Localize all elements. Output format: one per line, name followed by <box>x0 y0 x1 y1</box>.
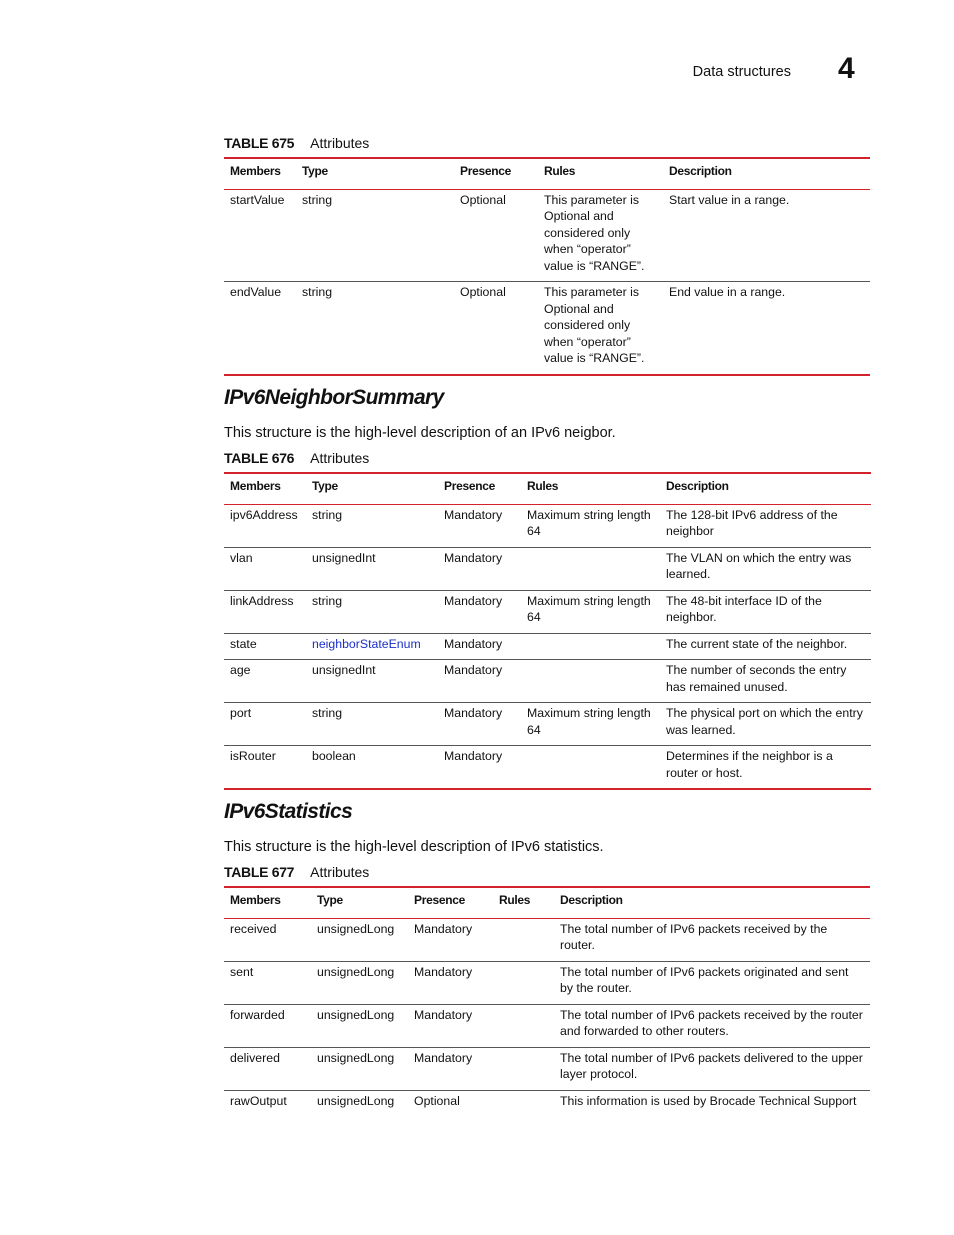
table-header-row <box>224 473 871 504</box>
table-675-caption <box>224 135 369 151</box>
cell-rules <box>493 1004 554 1047</box>
table-676 <box>224 472 871 790</box>
cell-description: The 128-bit IPv6 address of the neighbor <box>660 504 871 547</box>
cell-presence: Mandatory <box>438 703 521 746</box>
cell-member: startValue <box>224 189 296 282</box>
cell-member: linkAddress <box>224 590 306 633</box>
cell-presence: Mandatory <box>438 746 521 790</box>
cell-description: Start value in a range. <box>663 189 870 282</box>
chapter-number: 4 <box>838 52 855 85</box>
column-header-presence: Presence <box>454 158 538 189</box>
cell-type: string <box>306 703 438 746</box>
cell-rules <box>493 1047 554 1090</box>
cell-type: unsignedLong <box>311 1004 408 1047</box>
cell-description: This information is used by Brocade Technical Support <box>560 1093 857 1108</box>
cell-description: Determines if the neighbor is a router or host. <box>660 746 871 790</box>
cell-member: age <box>224 660 306 703</box>
cell-type: string <box>306 590 438 633</box>
cell-presence: Mandatory <box>408 1004 493 1047</box>
table-row <box>224 1004 870 1047</box>
table-row <box>224 282 870 375</box>
cell-rules <box>493 918 554 961</box>
section-intro-ipv6statistics: This structure is the high-level description of IPv6 statistics. <box>224 839 604 855</box>
column-header-rules: Rules <box>493 887 554 918</box>
cell-member: received <box>224 918 311 961</box>
cell-rules <box>521 547 660 590</box>
cell-description: The total number of IPv6 packets received by the router. <box>554 918 870 961</box>
cell-type: string <box>306 504 438 547</box>
column-header-members: Members <box>224 473 306 504</box>
column-header-type: Type <box>311 887 408 918</box>
cell-presence: Optional <box>454 282 538 375</box>
cell-type: unsignedLong <box>311 961 408 1004</box>
table-header-row <box>224 158 870 189</box>
cell-member: state <box>224 633 306 660</box>
cell-presence: Optional <box>454 189 538 282</box>
cell-type <box>306 633 438 660</box>
cell-type: unsignedLong <box>317 1093 395 1108</box>
cell-presence: Mandatory <box>408 1047 493 1090</box>
table-row <box>224 746 871 790</box>
table-title: Attributes <box>310 864 370 880</box>
cell-rules: This parameter is Optional and considered only when “operator” value is “RANGE”. <box>538 189 663 282</box>
cell-rules <box>521 633 660 660</box>
section-heading-ipv6statistics: IPv6Statistics <box>224 800 353 823</box>
table-row <box>224 1047 870 1090</box>
table-row <box>224 547 871 590</box>
running-header-section: Data structures <box>692 64 791 80</box>
table-675 <box>224 157 870 376</box>
cell-description: The VLAN on which the entry was learned. <box>660 547 871 590</box>
table-677-caption <box>224 864 369 880</box>
cell-description: The current state of the neighbor. <box>660 633 871 660</box>
cell-member: endValue <box>224 282 296 375</box>
cell-presence: Mandatory <box>438 590 521 633</box>
cell-member: port <box>224 703 306 746</box>
table-676-caption <box>224 450 369 466</box>
section-intro-ipv6neighborsummary: This structure is the high-level description of an IPv6 neigbor. <box>224 425 616 441</box>
cell-rules <box>493 961 554 1004</box>
cell-description: The 48-bit interface ID of the neighbor. <box>660 590 871 633</box>
cell-member: vlan <box>224 547 306 590</box>
table-row <box>224 918 870 961</box>
cell-description: End value in a range. <box>663 282 870 375</box>
table-row <box>224 1090 870 1116</box>
cell-type: boolean <box>306 746 438 790</box>
cell-presence: Mandatory <box>438 504 521 547</box>
column-header-rules: Rules <box>538 158 663 189</box>
column-header-rules: Rules <box>521 473 660 504</box>
table-row <box>224 703 871 746</box>
column-header-description: Description <box>554 887 870 918</box>
column-header-members: Members <box>224 887 311 918</box>
column-header-members: Members <box>224 158 296 189</box>
column-header-description: Description <box>660 473 871 504</box>
cell-presence: Mandatory <box>438 547 521 590</box>
cell-rules: Maximum string length 64 <box>521 504 660 547</box>
cell-description: The total number of IPv6 packets delivered to the upper layer protocol. <box>554 1047 870 1090</box>
cell-type: unsignedInt <box>306 547 438 590</box>
cell-type: unsignedLong <box>311 1047 408 1090</box>
cell-type: string <box>296 282 454 375</box>
cell-presence: Mandatory <box>408 961 493 1004</box>
table-row <box>224 961 870 1004</box>
cell-description: The physical port on which the entry was learned. <box>660 703 871 746</box>
cell-member: ipv6Address <box>224 504 306 547</box>
table-row <box>224 189 870 282</box>
cell-rules <box>521 746 660 790</box>
cell-presence: Mandatory <box>408 918 493 961</box>
cell-member: delivered <box>224 1047 311 1090</box>
cell-presence: Mandatory <box>438 633 521 660</box>
cell-type: string <box>296 189 454 282</box>
cell-member: forwarded <box>224 1004 311 1047</box>
cell-member: rawOutput <box>230 1093 287 1108</box>
cell-rules: Maximum string length 64 <box>521 590 660 633</box>
table-row <box>224 504 871 547</box>
neighbor-state-enum-link[interactable]: neighborStateEnum <box>312 636 421 651</box>
table-label: TABLE 677 <box>224 864 295 880</box>
column-header-presence: Presence <box>408 887 493 918</box>
table-title: Attributes <box>310 135 370 151</box>
table-label: TABLE 676 <box>224 450 295 466</box>
column-header-type: Type <box>306 473 438 504</box>
table-row <box>224 660 871 703</box>
table-title: Attributes <box>310 450 370 466</box>
column-header-presence: Presence <box>438 473 521 504</box>
cell-type: unsignedInt <box>306 660 438 703</box>
table-label: TABLE 675 <box>224 135 295 151</box>
cell-presence: Mandatory <box>438 660 521 703</box>
section-heading-ipv6neighborsummary: IPv6NeighborSummary <box>224 386 444 409</box>
column-header-type: Type <box>296 158 454 189</box>
cell-rules <box>521 660 660 703</box>
cell-type: unsignedLong <box>311 918 408 961</box>
cell-member: isRouter <box>224 746 306 790</box>
cell-description: The total number of IPv6 packets received by the router and forwarded to other routers. <box>554 1004 870 1047</box>
cell-description: The total number of IPv6 packets originated and sent by the router. <box>554 961 870 1004</box>
column-header-description: Description <box>663 158 870 189</box>
cell-rules: This parameter is Optional and considered only when “operator” value is “RANGE”. <box>538 282 663 375</box>
table-header-row <box>224 887 870 918</box>
cell-rules <box>493 1090 554 1116</box>
cell-description: The number of seconds the entry has remained unused. <box>660 660 871 703</box>
table-677 <box>224 886 870 1116</box>
cell-presence: Optional <box>414 1093 460 1108</box>
table-row <box>224 633 871 660</box>
cell-rules: Maximum string length 64 <box>521 703 660 746</box>
cell-member: sent <box>224 961 311 1004</box>
table-row <box>224 590 871 633</box>
